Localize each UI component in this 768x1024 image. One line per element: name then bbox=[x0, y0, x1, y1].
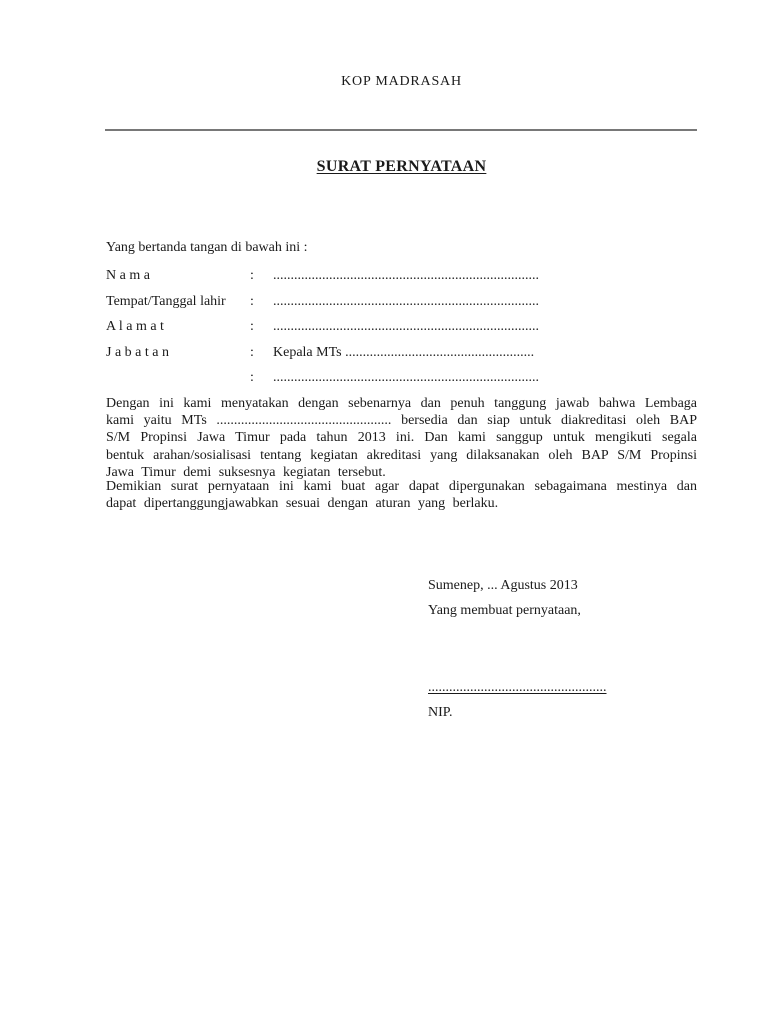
document-content bbox=[106, 0, 697, 1024]
statement-paragraph: Dengan ini kami menyatakan dengan sebenarnya dan penuh tanggung jawab bahwa Lembaga kami yaitu MTs .................................................. bersedia dan siap untuk diakreditasi oleh BAP S/M Propinsi Jawa Timur pada tahun 2013 ini. Dan kami sanggup untuk mengikuti segala bentuk arahan/sosialisasi tentang kegiatan akreditasi yang dilaksanakan oleh BAP S/M Propinsi Jawa Timur demi suksesnya kegiatan tersebut. bbox=[106, 396, 697, 480]
field-value-dotted-line: ............................................................................ bbox=[273, 293, 539, 309]
field-row-nama bbox=[106, 267, 697, 293]
field-label: A l a m a t bbox=[106, 319, 164, 335]
signature-role-line: Yang membuat pernyataan, bbox=[428, 603, 581, 618]
signature-nip-label: NIP. bbox=[428, 705, 453, 720]
field-row-jabatan bbox=[106, 344, 697, 370]
field-colon: : bbox=[250, 319, 254, 335]
document-title: SURAT PERNYATAAN bbox=[316, 158, 487, 175]
field-value-dotted-line: ............................................................................ bbox=[273, 319, 539, 335]
field-label: Tempat/Tanggal lahir bbox=[106, 293, 226, 309]
field-label: N a m a bbox=[106, 268, 150, 283]
intro-line: Yang bertanda tangan di bawah ini : bbox=[106, 240, 308, 255]
letterhead-placeholder: KOP MADRASAH bbox=[341, 74, 462, 89]
field-value-dotted-line: Kepala MTs ...................................................... bbox=[273, 344, 535, 360]
signature-place-date: Sumenep, ... Agustus 2013 bbox=[428, 578, 578, 593]
closing-paragraph: Demikian surat pernyataan ini kami buat agar dapat dipergunakan sebagaimana mestinya dan dapat dipertanggungjawabkan sesuai dengan aturan yang berlaku. bbox=[106, 479, 697, 512]
field-colon: : bbox=[250, 370, 254, 386]
identity-fields bbox=[106, 267, 697, 395]
field-row-tempat-tanggal-lahir bbox=[106, 293, 697, 319]
field-colon: : bbox=[250, 344, 254, 360]
field-value-dotted-line: ............................................................................ bbox=[273, 370, 539, 386]
field-row-alamat bbox=[106, 318, 697, 344]
field-value-dotted-line: ............................................................................ bbox=[273, 268, 539, 283]
signature-name-dotted-line: ................................................... bbox=[428, 680, 607, 695]
field-colon: : bbox=[250, 268, 254, 283]
field-label: J a b a t a n bbox=[106, 344, 169, 360]
field-row-extra bbox=[106, 369, 697, 395]
field-colon: : bbox=[250, 293, 254, 309]
letterhead-divider bbox=[105, 129, 697, 131]
